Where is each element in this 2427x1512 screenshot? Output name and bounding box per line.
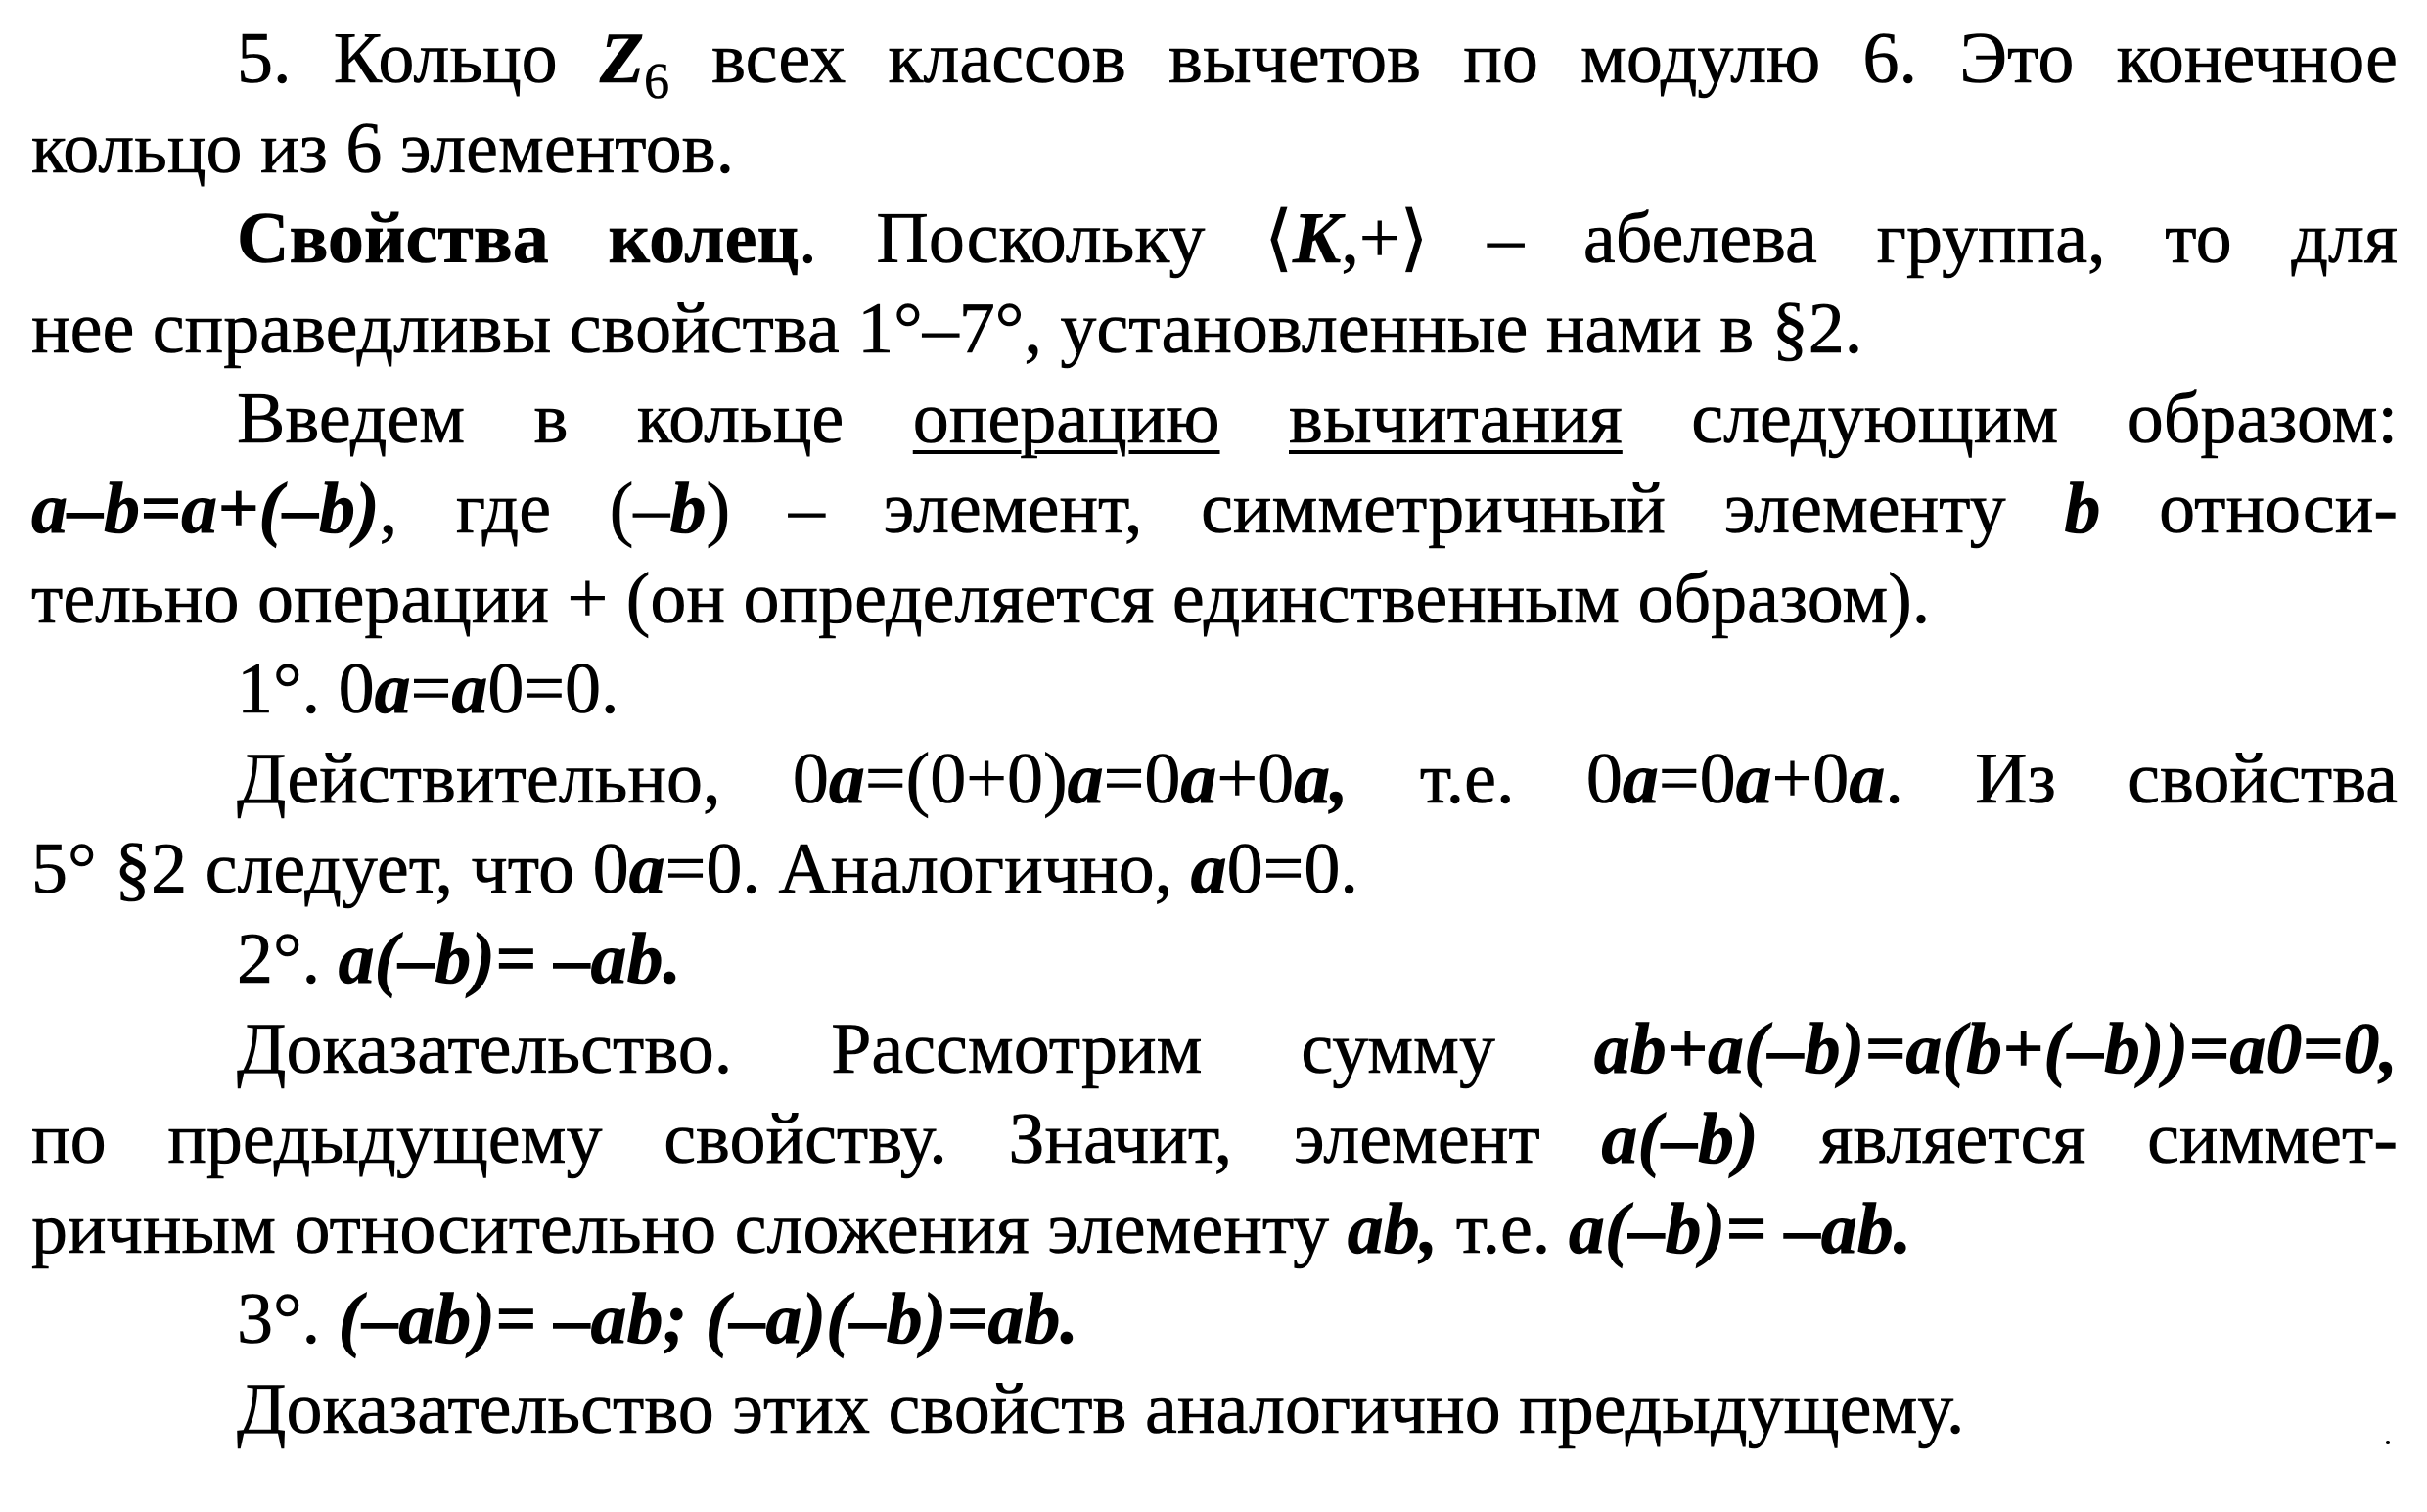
formula-text: a (828, 739, 865, 819)
text-line (31, 14, 2398, 110)
document-page (31, 14, 2398, 1454)
text-segment: ) – элемент, симметричный элементу (706, 469, 2065, 549)
text-line (31, 1094, 2398, 1184)
text-segment: ричным относительно сложения элементу (31, 1189, 1348, 1269)
formula-text: ab, (1347, 1189, 1439, 1269)
text-segment (1220, 379, 1289, 459)
text-line (31, 734, 2398, 824)
text-segment: +0 (1216, 739, 1295, 819)
formula-text: a(–b) (1601, 1099, 1759, 1179)
text-segment: 0=0. (487, 649, 619, 729)
formula-text: a (1180, 739, 1217, 819)
formula-text: K (1292, 199, 1342, 279)
scan-speck (2386, 1441, 2390, 1444)
formula-text: a (451, 649, 488, 729)
text-line (31, 1004, 2398, 1094)
formula-text: ab+a(–b)=a(b+(–b))=a0=0, (1593, 1009, 2398, 1089)
text-segment: 0=0. (1226, 829, 1358, 909)
formula-text: a(–b)= –ab. (1568, 1189, 1912, 1269)
text-segment: 1°. 0 (237, 649, 375, 729)
formula-text: (–ab)= –ab; (–a)(–b)=ab. (338, 1279, 1078, 1359)
formula-text: b (2064, 469, 2101, 549)
formula-text: a(–b)= –ab. (338, 919, 682, 999)
text-segment: по предыдущему свойству. Значит, элемент (31, 1099, 1602, 1179)
text-line (31, 104, 2398, 194)
formula-text: a (1622, 739, 1659, 819)
text-segment: Действительно, 0 (237, 739, 829, 819)
text-segment: =0. Аналогично, (664, 829, 1191, 909)
text-line (31, 824, 2398, 914)
text-segment: =0 (1658, 739, 1736, 819)
text-segment: является симмет- (1758, 1099, 2398, 1179)
text-segment: 5. Кольцо (237, 19, 600, 99)
text-segment: кольцо из 6 элементов. (31, 109, 735, 189)
underlined-term: вычитания (1289, 379, 1623, 459)
formula-text: a (628, 829, 665, 909)
formula-text: a (1849, 739, 1886, 819)
text-segment: 3°. (237, 1279, 339, 1359)
formula-text: b (669, 469, 707, 549)
formula-text: a (1735, 739, 1772, 819)
text-segment: относи- (2100, 469, 2398, 549)
text-segment: ,+⟩ – абелева группа, то для (1341, 199, 2399, 279)
text-segment: т.е. 0 (1348, 739, 1623, 819)
text-segment: =0 (1103, 739, 1181, 819)
text-segment: . Из свойства (1885, 739, 2399, 819)
text-line (31, 194, 2398, 284)
formula-text: a (1190, 829, 1227, 909)
text-line (31, 1364, 2398, 1454)
text-line (31, 554, 2398, 644)
text-segment: +0 (1771, 739, 1850, 819)
text-segment: 5° §2 следует, что 0 (31, 829, 629, 909)
text-segment: всех классов вычетов по модулю 6. Это конечное (668, 19, 2398, 99)
text-segment: Введем в кольце (237, 379, 913, 459)
text-segment: . Поскольку ⟨ (799, 199, 1293, 279)
bold-heading: Свойства колец (237, 199, 800, 279)
text-line (31, 914, 2398, 1004)
text-line (31, 464, 2398, 554)
formula-text: a–b=a+(–b) (31, 469, 380, 549)
formula-text: a, (1294, 739, 1349, 819)
text-segment: следующим образом: (1622, 379, 2399, 459)
text-segment: Доказательство этих свойств аналогично предыдущему. (237, 1369, 1965, 1449)
text-line (31, 1274, 2398, 1364)
text-line (31, 1184, 2398, 1274)
text-line (31, 374, 2398, 464)
text-segment: 2°. (237, 919, 339, 999)
formula-text: a (1067, 739, 1104, 819)
text-segment: , где (– (379, 469, 670, 549)
underlined-term: операцию (912, 379, 1220, 459)
formula-text: Z (599, 19, 645, 99)
formula-text: a (374, 649, 411, 729)
subscript: 6 (644, 53, 669, 110)
text-line (31, 284, 2398, 374)
text-segment: нее справедливы свойства 1°–7°, установленные нами в §2. (31, 289, 1863, 369)
text-segment: Доказательство. Рассмотрим сумму (237, 1009, 1594, 1089)
text-line (31, 644, 2398, 734)
text-segment: т.е. (1438, 1189, 1569, 1269)
text-segment: =(0+0) (864, 739, 1068, 819)
text-segment: тельно операции + (он определяется единственным образом). (31, 559, 1931, 639)
text-segment: = (410, 649, 452, 729)
